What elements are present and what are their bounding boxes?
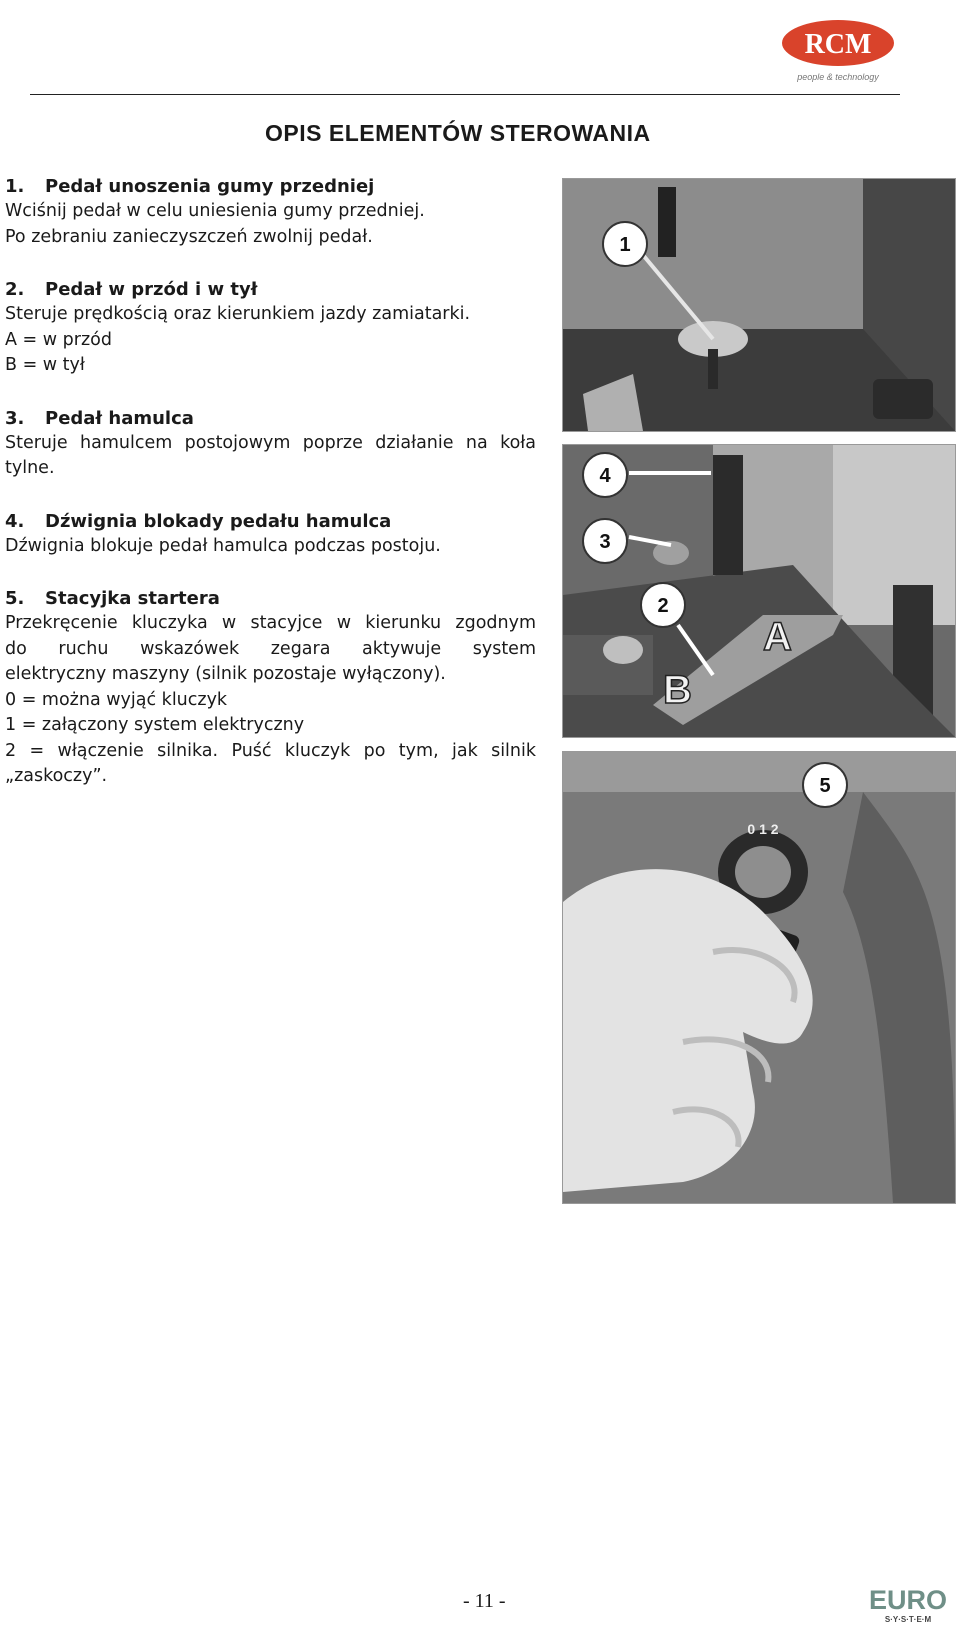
body-line: do ruchu wskazówek zegara aktywuje system (5, 638, 536, 659)
section-heading (5, 509, 536, 534)
direction-label-b: B (663, 668, 692, 712)
section-number: 3. (5, 407, 25, 429)
body-line: 1 = załączony system elektryczny (5, 715, 305, 735)
callout-5: 5 (819, 775, 831, 797)
body-line: Po zebraniu zanieczyszczeń zwolnij pedał. (5, 226, 373, 247)
rcm-logo-text: RCM (804, 29, 872, 60)
system-logo-text: S·Y·S·T·E·M (884, 1615, 932, 1624)
callout-1: 1 (619, 234, 631, 256)
body-line: A = w przód (5, 329, 112, 350)
section-number: 4. (5, 510, 25, 532)
body-line: 2 = włączenie silnika. Puść kluczyk po tym, jak silnik (5, 740, 536, 761)
direction-label-a: A (763, 615, 792, 659)
section-title: Pedał unoszenia gumy przedniej (45, 176, 375, 197)
body-line: elektryczny maszyny (silnik pozostaje wyłączony). (5, 664, 446, 684)
photo-ignition-switch (562, 751, 956, 1204)
section-heading (5, 406, 536, 431)
photo-lift-pedal (562, 178, 956, 432)
section-4 (5, 509, 536, 560)
ignition-position-marks: 0 1 2 (747, 821, 779, 837)
section-heading (5, 586, 536, 611)
section-title: Pedał w przód i w tył (45, 279, 258, 300)
header-rule (30, 94, 900, 95)
body-line: B = w tył (5, 355, 85, 375)
body-line: Wciśnij pedał w celu uniesienia gumy przedniej. (5, 201, 425, 221)
euro-logo-text: EURO (868, 1585, 948, 1615)
page-title: OPIS ELEMENTÓW STEROWANIA (265, 120, 651, 146)
body-line: tylne. (5, 458, 55, 478)
section-title: Pedał hamulca (45, 407, 194, 429)
section-1 (5, 174, 536, 250)
body-line: Steruje prędkością oraz kierunkiem jazdy zamiatarki. (5, 304, 471, 324)
body-line: Dźwignia blokuje pedał hamulca podczas postoju. (5, 535, 441, 556)
rcm-logo-tagline: people & technology (797, 72, 879, 82)
section-heading (5, 174, 536, 199)
section-title: Stacyjka startera (45, 588, 220, 609)
euro-system-logo (862, 1583, 954, 1625)
body-line: Przekręcenie kluczyka w stacyjce w kierunku zgodnym (5, 613, 536, 633)
rcm-logo (780, 18, 896, 88)
section-3 (5, 406, 536, 482)
text-column (5, 174, 536, 817)
body-line: 0 = można wyjąć kluczyk (5, 689, 228, 710)
callout-2: 2 (657, 595, 669, 617)
callout-3: 3 (599, 531, 611, 553)
callout-4: 4 (599, 465, 611, 487)
body-line: „zaskoczy”. (5, 766, 108, 786)
section-number: 2. (5, 279, 25, 300)
section-title: Dźwignia blokady pedału hamulca (45, 510, 392, 532)
photo-drive-brake-pedals (562, 444, 956, 738)
section-heading (5, 277, 536, 302)
body-line: Steruje hamulcem postojowym poprze działanie na koła (5, 432, 536, 453)
section-number: 1. (5, 176, 25, 197)
section-number: 5. (5, 588, 25, 609)
section-5 (5, 586, 536, 790)
section-2 (5, 277, 536, 379)
page-number: - 11 - (463, 1590, 506, 1612)
